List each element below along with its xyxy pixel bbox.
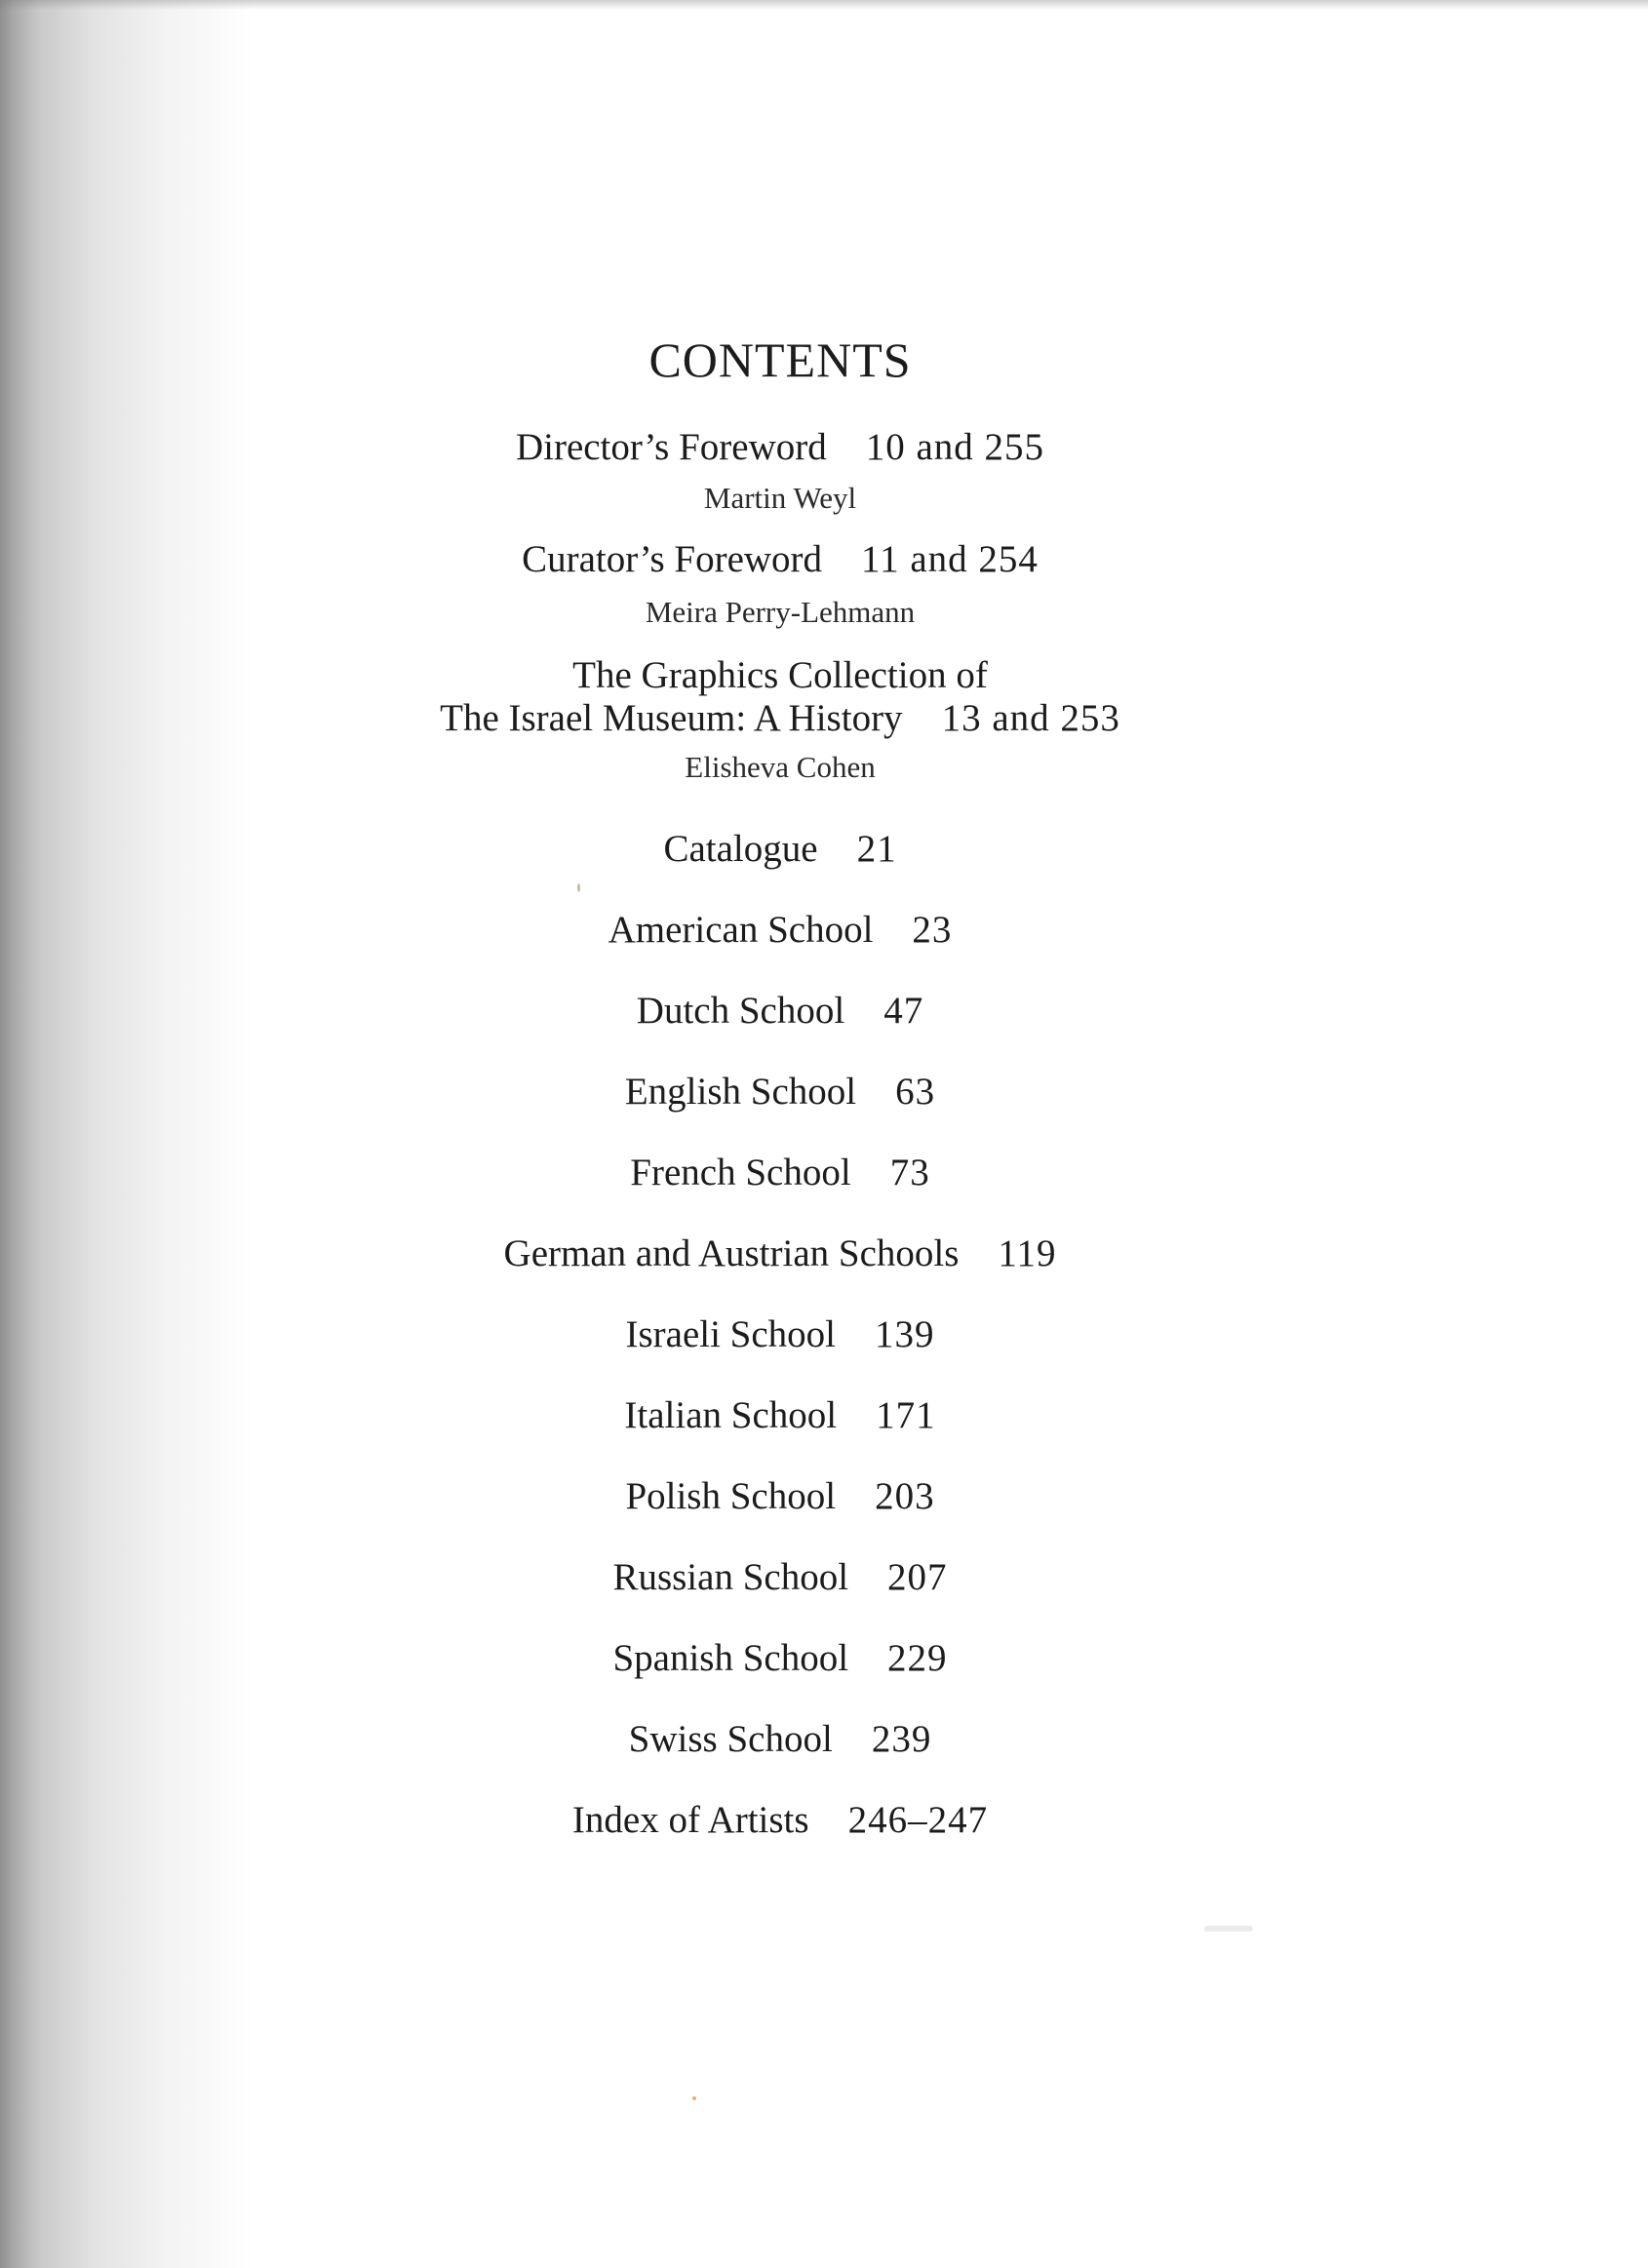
toc-entry-pages: 229 [887, 1637, 948, 1679]
toc-entry-israeli-school[interactable] [0, 1315, 1560, 1353]
toc-entry-pages: 207 [887, 1556, 948, 1598]
toc-entry-pages: 73 [889, 1152, 930, 1193]
toc-entry-english-school[interactable] [0, 1073, 1560, 1111]
toc-entry-title: The Israel Museum: A History [440, 697, 903, 739]
page-title: CONTENTS [648, 332, 912, 387]
toc-entry-history-title-line1[interactable]: The Graphics Collection of [572, 654, 988, 696]
toc-entry-title: Israeli School [625, 1313, 837, 1355]
toc-entry-pages: 63 [895, 1071, 936, 1113]
toc-entry-pages: 246–247 [847, 1799, 989, 1841]
toc-entry-title: Index of Artists [571, 1799, 809, 1841]
toc-entry-title: Curator’s Foreword [522, 538, 823, 580]
toc-entry-russian-school[interactable] [0, 1558, 1560, 1596]
toc-entry-pages: 11 and 254 [861, 538, 1039, 580]
toc-entry-author: Martin Weyl [703, 481, 857, 515]
toc-entry-title: Russian School [612, 1556, 849, 1598]
toc-entry-pages: 47 [883, 990, 924, 1032]
toc-entry-title: French School [630, 1152, 851, 1193]
toc-entry-pages: 23 [912, 909, 953, 951]
toc-entry-title: German and Austrian Schools [503, 1232, 960, 1274]
toc-entry-title: Spanish School [612, 1637, 849, 1679]
toc-entry-pages: 119 [998, 1232, 1057, 1274]
toc-entry-curators-foreword[interactable] [0, 540, 1560, 578]
toc-entry-title: Swiss School [628, 1718, 833, 1760]
toc-entry-title: American School [608, 909, 874, 951]
toc-entry-author: Meira Perry-Lehmann [645, 595, 916, 629]
paper-smudge [1204, 1926, 1253, 1932]
toc-entry-title: English School [624, 1071, 857, 1113]
toc-entry-pages: 13 and 253 [941, 697, 1120, 739]
toc-entry-pages: 171 [876, 1394, 936, 1436]
paper-speck [577, 883, 580, 892]
toc-entry-italian-school[interactable] [0, 1396, 1560, 1434]
toc-entry-polish-school[interactable] [0, 1477, 1560, 1515]
toc-entry-author: Elisheva Cohen [685, 750, 876, 784]
toc-entry-title: Catalogue [663, 828, 818, 870]
toc-entry-german-austrian-schools[interactable] [0, 1234, 1560, 1272]
toc-entry-dutch-school[interactable] [0, 992, 1560, 1030]
toc-entry-swiss-school[interactable] [0, 1720, 1560, 1758]
paper-speck [692, 2096, 696, 2100]
toc-entry-title: Dutch School [636, 990, 845, 1032]
toc-entry-history[interactable] [0, 699, 1560, 737]
toc-entry-american-school[interactable] [0, 911, 1560, 949]
toc-entry-index-of-artists[interactable] [0, 1801, 1560, 1839]
toc-entry-pages: 21 [856, 828, 897, 870]
toc-entry-title: Italian School [624, 1394, 838, 1436]
toc-entry-title: Polish School [625, 1475, 837, 1517]
toc-entry-catalogue[interactable] [0, 830, 1560, 868]
toc-entry-spanish-school[interactable] [0, 1639, 1560, 1677]
toc-entry-pages: 239 [871, 1718, 932, 1760]
toc-entry-directors-foreword[interactable] [0, 428, 1560, 466]
toc-entry-title: Director’s Foreword [515, 426, 827, 468]
toc-entry-french-school[interactable] [0, 1154, 1560, 1192]
toc-entry-pages: 139 [875, 1313, 935, 1355]
toc-entry-pages: 10 and 255 [865, 426, 1045, 468]
toc-entry-pages: 203 [875, 1475, 935, 1517]
